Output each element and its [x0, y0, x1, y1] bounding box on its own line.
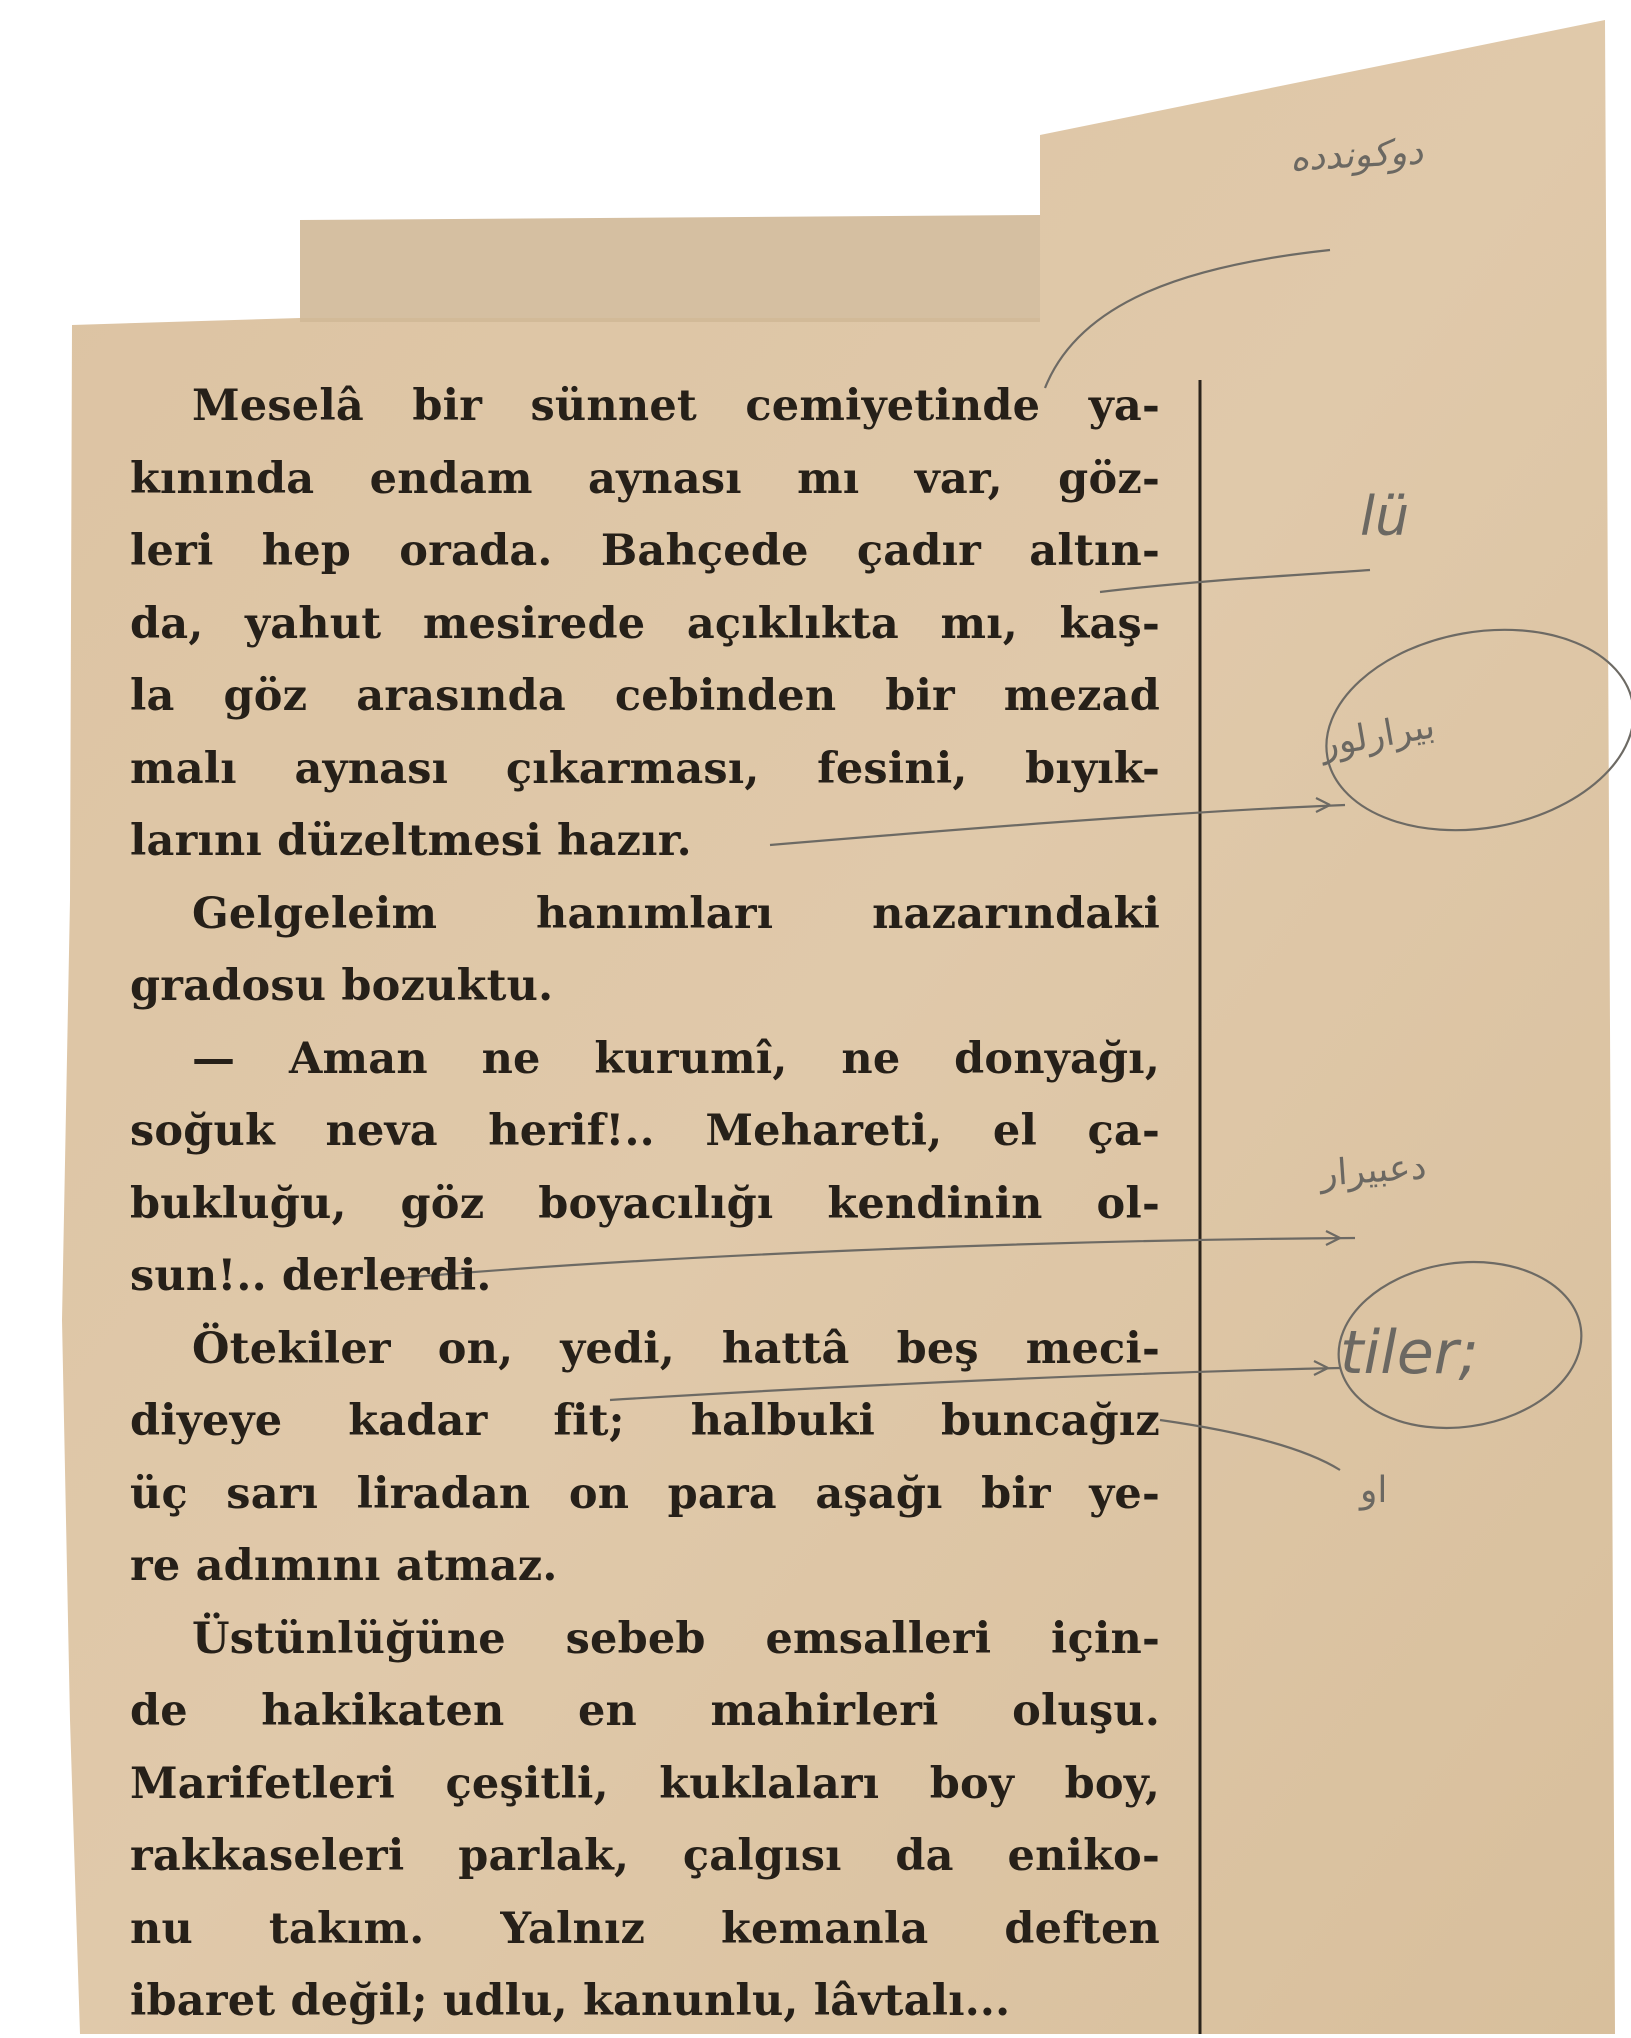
paper-tab	[300, 215, 1040, 322]
article-line: Meselâ bir sünnet cemiyetinde ya-	[192, 381, 1160, 431]
article-line: rakkaseleri parlak, çalgısı da eniko-	[130, 1831, 1160, 1881]
article-line: leri hep orada. Bahçede çadır altın-	[130, 526, 1160, 576]
article-column	[130, 370, 1160, 2038]
article-line: da, yahut mesirede açıklıkta mı, kaş-	[130, 598, 1160, 649]
margin-note: دعبيرار	[1318, 1146, 1428, 1195]
margin-note: tiler;	[1340, 1318, 1479, 1388]
article-line: re adımını atmaz.	[130, 1541, 558, 1591]
article-line: nu takım. Yalnız kemanla deften	[130, 1903, 1160, 1954]
article-line: Gelgeleim hanımları nazarındaki	[192, 888, 1160, 939]
article-line: la göz arasında cebinden bir mezad	[130, 671, 1160, 721]
article-line: larını düzeltmesi hazır.	[130, 816, 692, 866]
article-line: — Aman ne kurumî, ne donyağı,	[192, 1033, 1160, 1084]
article-line: soğuk neva herif!.. Mehareti, el ça-	[130, 1106, 1160, 1156]
article-line: gradosu bozuktu.	[130, 961, 554, 1011]
article-line: ibaret değil; udlu, kanunlu, lâvtalı...	[130, 1976, 1011, 2026]
article-line: üç sarı liradan on para aşağı bir ye-	[130, 1468, 1160, 1519]
article-line: Üstünlüğüne sebeb emsalleri için-	[192, 1613, 1160, 1664]
article-line: Ötekiler on, yedi, hattâ beş meci-	[192, 1323, 1160, 1374]
article-line: diyeye kadar fit; halbuki buncağız	[130, 1396, 1160, 1446]
margin-note: بيرارلور	[1317, 705, 1438, 766]
article-line: sun!.. derlerdi.	[130, 1251, 492, 1301]
margin-note: او	[1360, 1470, 1388, 1511]
margin-note-top: دوكوندده	[1289, 131, 1424, 180]
article-line: malı aynası çıkarması, fesini, bıyık-	[130, 743, 1160, 794]
margin-note: lü	[1360, 485, 1410, 548]
article-line: de hakikaten en mahirleri oluşu.	[130, 1686, 1160, 1736]
article-line: bukluğu, göz boyacılığı kendinin ol-	[130, 1178, 1160, 1229]
article-line: Marifetleri çeşitli, kuklaları boy boy,	[130, 1758, 1160, 1809]
article-line: kınında endam aynası mı var, göz-	[130, 453, 1160, 504]
